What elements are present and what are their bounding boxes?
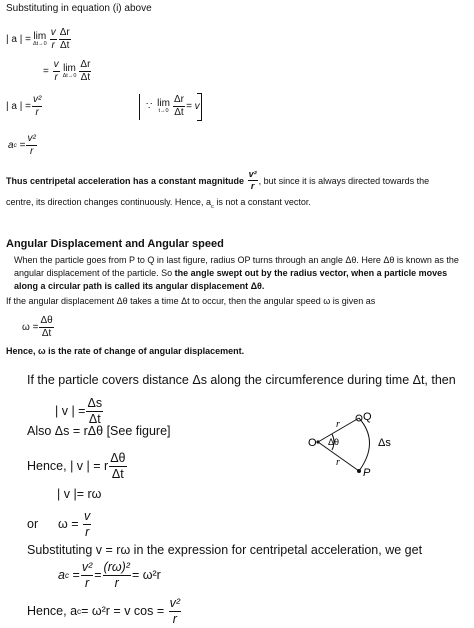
or-label: or bbox=[27, 517, 39, 531]
lower-intro: If the particle covers distance Δs along the circumference during time Δt, then bbox=[27, 373, 456, 387]
fraction-v-r: $\frac{v}{r}$ bbox=[53, 59, 59, 83]
equation-ac bbox=[8, 134, 38, 157]
final-a: Hence, a bbox=[27, 604, 78, 618]
fraction-v2-r: $\frac{\text{v²}}{r}$ bbox=[169, 596, 181, 626]
final-mid: = ω²r = v cos = bbox=[81, 604, 165, 618]
paragraph-1-line-2 bbox=[14, 268, 447, 278]
equation-a-v2-r bbox=[6, 95, 43, 118]
label-r-top: r bbox=[336, 419, 340, 430]
ac-subscript: c bbox=[210, 203, 214, 210]
conclusion-line-1 bbox=[6, 170, 429, 191]
section-heading: Angular Displacement and Angular speed bbox=[6, 238, 224, 250]
ac-subscript: c bbox=[64, 570, 70, 580]
limit-operator: lim t→0 bbox=[157, 97, 170, 114]
paragraph-1-line-3: along a circular path is called its angular displacement Δθ. bbox=[14, 281, 265, 291]
conclusion-part1: Thus centripetal acceleration has a constant magnitude bbox=[6, 175, 245, 186]
label-r-bottom: r bbox=[336, 457, 340, 468]
since-symbol: ∵ bbox=[146, 101, 153, 112]
equation-a-magnitude bbox=[6, 28, 72, 51]
ac-subscript: c bbox=[13, 142, 17, 149]
a-magnitude-lhs: | a | = bbox=[6, 34, 31, 45]
equals-sign: = bbox=[72, 568, 80, 582]
conclusion-line2-a: centre, its direction changes continuously. Hence, a bbox=[6, 197, 211, 207]
equals-sign: = bbox=[94, 568, 102, 582]
p1-l2a: angular displacement of the particle. So bbox=[14, 268, 175, 278]
ac-symbol: a bbox=[8, 140, 14, 151]
conclusion-line2-b: is not a constant vector. bbox=[213, 197, 311, 207]
a-magnitude-lhs: | a | = bbox=[6, 101, 31, 112]
equation-ac-final bbox=[58, 561, 161, 589]
fraction-dtheta-dt: $\frac{\Delta\theta}{\Delta t}$ bbox=[40, 315, 53, 339]
fraction-dr-dt: $\frac{\Delta r}{\Delta t}$ bbox=[173, 94, 184, 118]
p1-l2b: the angle swept out by the radius vector, when a particle moves bbox=[174, 268, 448, 278]
hence-v: Hence, | v | = r bbox=[27, 459, 109, 473]
equation-a-rearranged bbox=[43, 60, 92, 83]
ac-subscript: c bbox=[77, 606, 82, 616]
equation-v-ds-dt bbox=[55, 397, 104, 425]
fraction-v-r: $\frac{v}{r}$ bbox=[84, 509, 91, 539]
circular-motion-figure bbox=[300, 410, 410, 480]
fraction-dr-dt: $\frac{\Delta r}{\Delta t}$ bbox=[80, 59, 91, 83]
label-q: Q bbox=[363, 411, 372, 423]
label-p: P bbox=[363, 467, 371, 479]
fraction-v2-r: $\frac{\text{v²}}{r}$ bbox=[32, 94, 42, 118]
fraction-v-r: $\frac{v}{r}$ bbox=[50, 27, 56, 51]
hence-omega-line: Hence, ω is the rate of change of angular displacement. bbox=[6, 346, 245, 356]
point-p bbox=[357, 469, 361, 473]
conclusion-line-2 bbox=[6, 197, 311, 210]
ac-symbol: a bbox=[58, 568, 65, 582]
paragraph-1-line-1: When the particle goes from P to Q in last figure, radius OP turns through an angle Δθ. Here Δθ is known as the bbox=[14, 255, 459, 265]
intro-line: Substituting in equation (i) above bbox=[6, 3, 152, 14]
paragraph-2: If the angular displacement Δθ takes a time Δt to occur, then the angular speed ω is given as bbox=[6, 296, 376, 306]
label-dtheta: Δθ bbox=[328, 437, 340, 447]
fraction-dr-dt: $\frac{\Delta r}{\Delta t}$ bbox=[59, 27, 70, 51]
fraction-ds-dt: $\frac{\Delta s}{\Delta t}$ bbox=[87, 396, 103, 426]
omega2r: = ω²r bbox=[131, 568, 161, 582]
limit-operator: lim Δt→0 bbox=[32, 30, 47, 47]
conclusion-part2: , but since it is always directed towards the bbox=[258, 175, 430, 186]
fraction-v2-r: $\frac{\text{v²}}{r}$ bbox=[248, 169, 257, 191]
bracket-right bbox=[197, 93, 202, 121]
limit-operator: lim Δt→0 bbox=[62, 62, 77, 79]
v-lhs: | v | = bbox=[55, 404, 86, 418]
final-line bbox=[27, 597, 182, 625]
equation-omega-v-r bbox=[58, 510, 92, 538]
since-rhs: = v bbox=[185, 101, 200, 112]
equation-omega bbox=[22, 316, 55, 339]
label-o: O bbox=[308, 437, 317, 449]
since-note bbox=[146, 95, 200, 118]
fraction-v2-r: $\frac{\text{v²}}{r}$ bbox=[27, 133, 36, 157]
equation-v-r-dtheta bbox=[27, 452, 128, 480]
arc-q-p bbox=[359, 418, 370, 471]
substitution-line: Substituting v = rω in the expression for centripetal acceleration, we get bbox=[27, 543, 423, 557]
equals-sign: = bbox=[19, 140, 26, 151]
label-ds: Δs bbox=[378, 437, 391, 449]
fraction-v2-r: $\frac{\text{v²}}{r}$ bbox=[81, 560, 93, 590]
fraction-rw2-r: $\frac{\text{(rω)²}}{r}$ bbox=[103, 560, 130, 590]
omega-eq: ω = bbox=[58, 517, 79, 531]
omega-lhs: ω = bbox=[22, 322, 39, 333]
fraction-dtheta-dt: $\frac{\Delta\theta}{\Delta t}$ bbox=[110, 451, 126, 481]
equals-sign: = bbox=[43, 66, 49, 77]
equation-v-rw: | v |= rω bbox=[57, 487, 102, 501]
center-point bbox=[316, 440, 319, 443]
also-line: Also Δs = rΔθ [See figure] bbox=[27, 424, 171, 438]
